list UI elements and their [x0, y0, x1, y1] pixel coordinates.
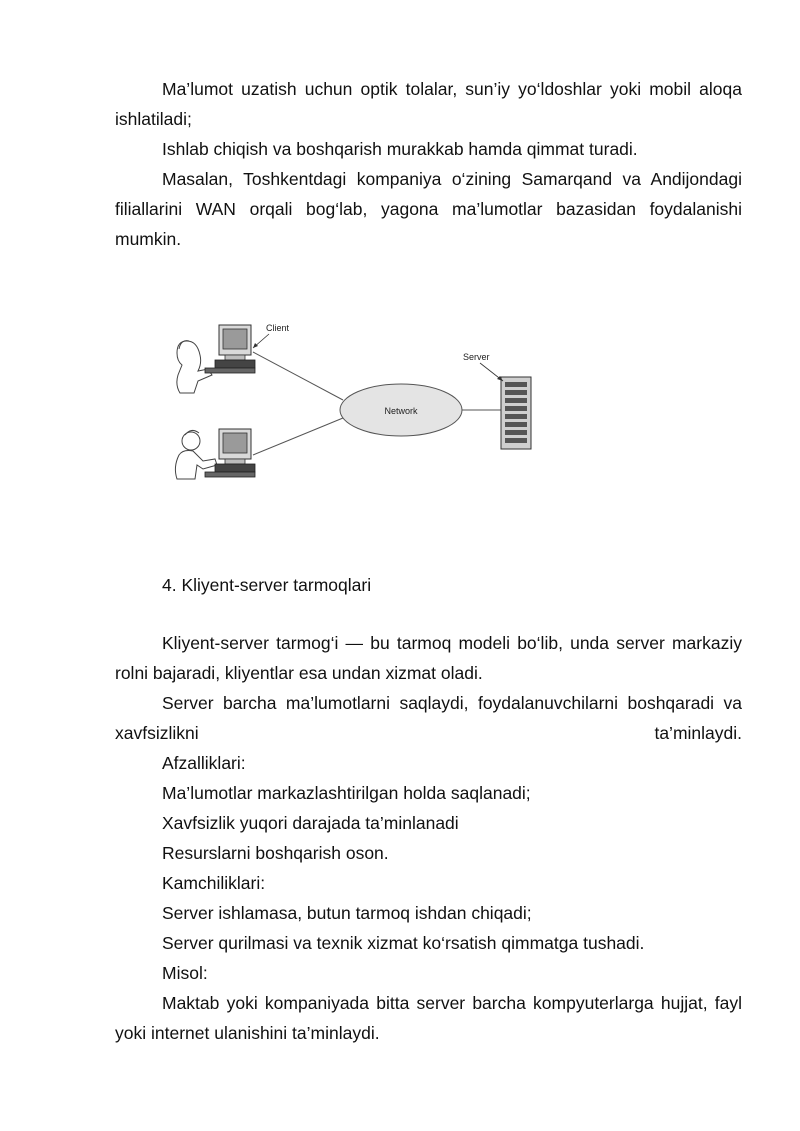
advantage-item: Resurslarni boshqarish oson.: [162, 843, 389, 863]
advantage-item: Xavfsizlik yuqori darajada ta’minlanadi: [162, 813, 459, 833]
paragraph-cost: Ishlab chiqish va boshqarish murakkab hamda qimmat turadi.: [162, 139, 638, 159]
advantage-item: Ma’lumotlar markazlashtirilgan holda saqlanadi;: [162, 783, 531, 803]
client-label: Client: [266, 323, 290, 333]
section-heading: 4. Kliyent-server tarmoqlari: [162, 575, 372, 595]
server-label: Server: [463, 352, 490, 362]
disadvantage-item: Server ishlamasa, butun tarmoq ishdan chiqadi;: [162, 903, 532, 923]
paragraph-example-wan: Masalan, Toshkentdagi kompaniya o‘zining Samarqand va Andijondagi filiallarini WAN orqali bog‘lab, yagona ma’lumotlar bazasidan foydalanishi mumkin.: [115, 169, 742, 249]
paragraph-server-role: Server barcha ma’lumotlarni saqlaydi, foydalanuvchilarni boshqaradi va xavfsizlikni ta’minlaydi.: [115, 693, 742, 743]
label-disadvantages: Kamchiliklari:: [162, 873, 266, 893]
client2-link: [253, 418, 343, 455]
disadvantage-item: Server qurilmasi va texnik xizmat ko‘rsatish qimmatga tushadi.: [162, 933, 645, 953]
network-label: Network: [384, 406, 418, 416]
client-workstation-icon: [175, 429, 255, 479]
label-advantages: Afzalliklari:: [162, 753, 246, 773]
client-workstation-icon: [177, 325, 255, 393]
client-server-diagram: [165, 315, 555, 500]
paragraph-transmission: Ma’lumot uzatish uchun optik tolalar, sun’iy yo‘ldoshlar yoki mobil aloqa ishlatiladi;: [115, 79, 742, 129]
client1-link: [253, 352, 343, 400]
paragraph-definition: Kliyent-server tarmog‘i — bu tarmoq modeli bo‘lib, unda server markaziy rolni bajaradi, kliyentlar esa undan xizmat oladi.: [115, 633, 742, 683]
server-rack-icon: [501, 377, 531, 449]
label-example: Misol:: [162, 963, 208, 983]
paragraph-example-school: Maktab yoki kompaniyada bitta server barcha kompyuterlarga hujjat, fayl yoki internet ulanishini ta’minlaydi.: [115, 993, 742, 1043]
